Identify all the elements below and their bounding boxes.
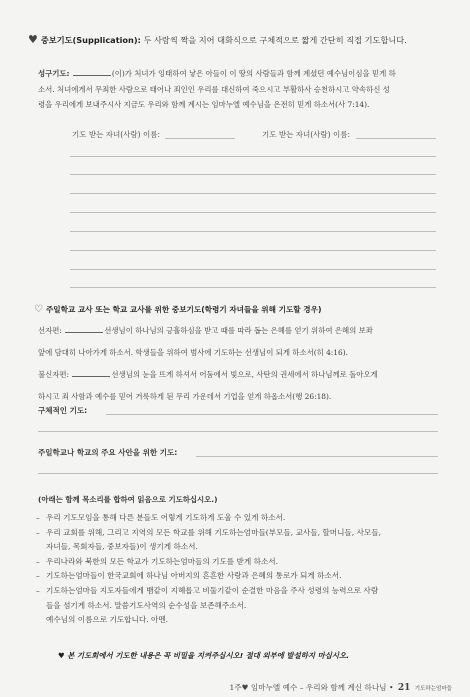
specific-prayer-line[interactable] — [38, 431, 438, 432]
heart-icon: ♥ — [58, 651, 65, 660]
prayer-item: – 우리 교회를 위해, 그리고 지역의 모든 학교를 위해 기도하는엄마들(부모들, 교사들, 할머니들, 사모들, — [36, 527, 382, 537]
believer-line1: 선생님이 하나님의 긍휼하심을 받고 때를 따라 돕는 은혜를 얻기 위하여 은혜의 보좌 — [104, 326, 373, 335]
page-footer — [229, 682, 452, 693]
outline-heart-icon: ♡ — [34, 304, 43, 315]
scripture-prayer-line3: 령을 우리에게 보내주시사 지금도 우리와 함께 계시는 임마누엘 예수님을 온전히 믿게 하소서(사 7:14). — [38, 100, 370, 109]
prayer-item: – 기도하는엄마들이 한국교회에 하나님 아버지의 흔흔한 사랑과 은혜의 통로가 되게 하소서. — [36, 571, 342, 581]
prayer-item-continued: 예수님의 이름으로 기도합니다. 아멘. — [46, 615, 169, 625]
unison-prayer-instruction: (아래는 함께 목소리를 합하여 읽음으로 기도하십시오.) — [38, 495, 218, 504]
nonbeliever-label: 불신자편: — [38, 370, 70, 379]
writing-line[interactable] — [70, 250, 436, 251]
confidentiality-text: 본 기도회에서 기도한 내용은 꼭 비밀을 지켜주십시오! 절대 외부에 발설하지 마십시오. — [67, 651, 350, 660]
writing-line[interactable] — [70, 231, 436, 232]
name-blank[interactable] — [73, 66, 111, 76]
writing-line[interactable] — [70, 156, 436, 157]
specific-prayer-line[interactable] — [106, 414, 438, 415]
school-events-label: 주일학교나 학교의 주요 사안을 위한 기도: — [38, 448, 178, 457]
running-title: 임마누엘 예수 – 우리와 함께 계신 하나님 — [250, 683, 387, 692]
teacher-prayer-heading — [34, 304, 321, 315]
brand-name: 기도하는엄마들 — [414, 686, 452, 692]
school-events-line[interactable] — [38, 473, 438, 474]
confidentiality-note — [58, 650, 349, 661]
child-name-label-right: 기도 받는 자녀(사람) 이름: — [262, 130, 350, 139]
prayer-item: – 기도하는엄마들 지도자들에게 뱀같이 지혜롭고 비둘기같이 순결한 마음을 주사 성령의 능력으로 사람 — [36, 585, 379, 595]
teacher-prayer-title: 주일학교 교사 또는 학교 교사를 위한 중보기도(학령기 자녀들을 위해 기도할 경우) — [45, 305, 322, 314]
teacher-name-blank[interactable] — [65, 323, 103, 333]
writing-line[interactable] — [70, 193, 436, 194]
scripture-prayer-line2: 소서. 처녀에게서 무죄한 사람으로 태어나 죄인인 우리를 대신하여 죽으시고 부활하사 승천하시고 약속하신 성 — [38, 84, 390, 94]
scripture-prayer-label: 성구기도: — [38, 69, 70, 78]
supplication-title: 중보기도(Supplication): — [40, 35, 141, 45]
teacher-name-blank[interactable] — [72, 367, 110, 377]
supplication-heading — [28, 34, 458, 46]
writing-line[interactable] — [70, 174, 436, 175]
believer-teacher-prayer — [38, 322, 444, 361]
nonbeliever-line1: 선생님의 눈을 뜨게 하셔서 어둠에서 빛으로, 사탄의 권세에서 하나님께로 돌아오게 — [111, 370, 378, 379]
scripture-prayer — [38, 66, 444, 113]
specific-prayer-label: 구체적인 기도: — [38, 406, 88, 415]
name-line-left[interactable] — [165, 138, 235, 139]
nonbeliever-line2: 하시고 죄 사함과 예수를 믿어 거룩하게 된 무리 가운데서 기업을 얻게 하옵소서(행 26:18). — [38, 392, 332, 401]
prayer-item-continued: 자녀들, 목회자들, 중보자들)이 생기게 하소서. — [46, 542, 198, 552]
writing-line[interactable] — [70, 212, 436, 213]
week-label: 1주 — [229, 683, 242, 692]
supplication-subtitle: 두 사람씩 짝을 지어 대화식으로 구체적으로 짧게 간단히 직접 기도합니다. — [143, 35, 407, 45]
prayer-item-continued: 들을 섬기게 하소서. 말씀기도사역의 순수성을 보존해주소서. — [46, 600, 247, 610]
heart-icon: ♥ — [241, 683, 249, 692]
prayer-list — [36, 511, 446, 628]
school-events-line[interactable] — [196, 456, 438, 457]
believer-line2: 앞에 담대히 나아가게 하소서. 학생들을 위하여 범사에 기도하는 선생님이 되게 하소서(히 4:16). — [38, 348, 348, 357]
writing-line[interactable] — [70, 269, 436, 270]
writing-line[interactable] — [70, 287, 436, 288]
bullet: • — [388, 683, 394, 692]
name-line-right[interactable] — [356, 138, 436, 139]
prayer-item: – 우리 기도모임을 통해 다른 분들도 어렇게 기도하게 도울 수 있게 하소서. — [36, 513, 286, 522]
heart-icon: ♥ — [28, 33, 38, 46]
believer-label: 선자편: — [38, 326, 62, 335]
scripture-prayer-line1: (이)가 처녀가 잉태하여 낳은 아들이 이 땅의 사람들과 함께 계셨던 예수님이심을 믿게 하 — [111, 69, 396, 78]
nonbeliever-teacher-prayer — [38, 366, 444, 405]
page-number: 21 — [397, 683, 411, 693]
prayer-item: – 우리나라와 북한의 모든 학교가 기도하는엄마들의 기도를 받게 하소서. — [36, 556, 279, 566]
child-name-label-left: 기도 받는 자녀(사람) 이름: — [72, 130, 160, 139]
